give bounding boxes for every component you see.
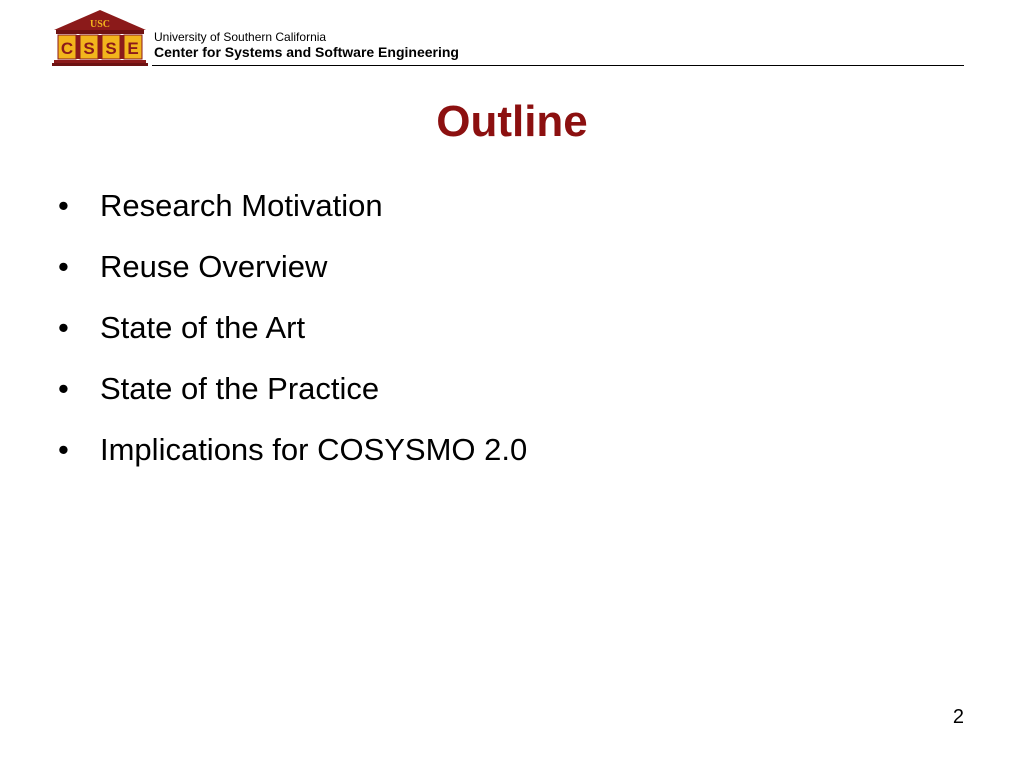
organization-name [154,30,459,60]
outline-item-text: State of the Art [100,310,306,345]
svg-text:E: E [127,39,139,58]
outline-item-text: Implications for COSYSMO 2.0 [100,432,528,467]
bullet-icon: • [58,188,69,223]
outline-item-text: State of the Practice [100,371,380,406]
svg-text:USC: USC [89,19,111,30]
outline-item-text: Reuse Overview [100,249,328,284]
outline-item-text: Research Motivation [100,188,383,223]
usc-csse-logo [52,8,148,66]
svg-text:C: C [60,39,74,58]
svg-text:S: S [83,39,95,58]
bullet-icon: • [58,432,69,467]
bullet-icon: • [58,371,69,406]
slide-title: Outline [436,97,588,146]
header-divider [152,65,964,66]
slide-header [52,8,964,68]
center-name: Center for Systems and Software Engineering [154,44,459,60]
bullet-icon: • [58,249,69,284]
university-name: University of Southern California [154,30,327,44]
svg-text:S: S [105,39,117,58]
page-number: 2 [952,706,964,728]
bullet-icon: • [58,310,69,345]
